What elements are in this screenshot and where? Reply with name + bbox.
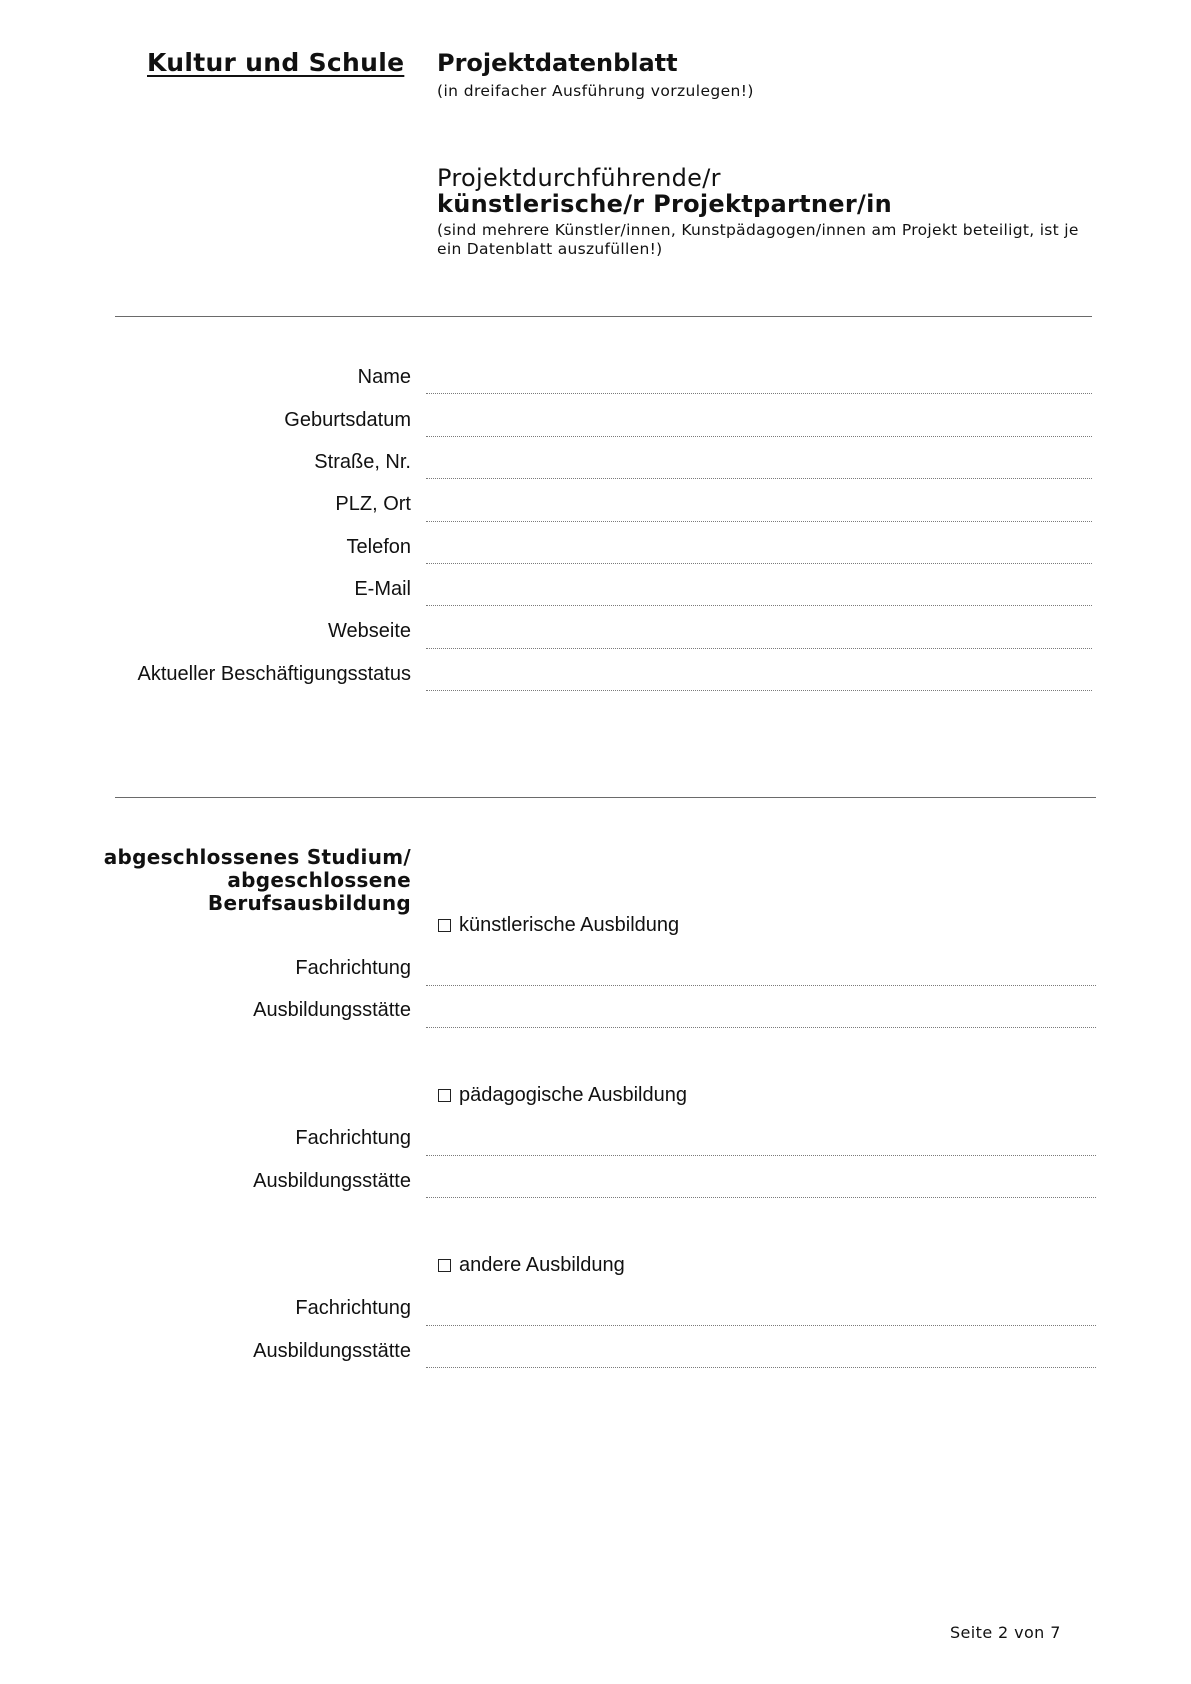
divider-middle	[115, 797, 1096, 798]
field-label-city: PLZ, Ort	[335, 493, 411, 515]
checkbox-label: künstlerische Ausbildung	[459, 914, 680, 936]
field-label-institution: Ausbildungsstätte	[253, 1170, 411, 1192]
checkbox-other-training[interactable]	[438, 1254, 625, 1277]
field-input-website[interactable]	[426, 648, 1092, 649]
field-input-city[interactable]	[426, 521, 1092, 522]
section-subtitle: künstlerische/r Projektpartner/in	[437, 190, 893, 218]
checkbox-icon[interactable]	[438, 1259, 451, 1272]
field-input-employment-status[interactable]	[426, 690, 1092, 691]
field-label-email: E-Mail	[354, 578, 411, 600]
field-input-birthdate[interactable]	[426, 436, 1092, 437]
section-note: (sind mehrere Künstler/innen, Kunstpädagogen/innen am Projekt beteiligt, ist je ein Datenblatt auszufüllen!)	[437, 221, 1079, 258]
field-input-specialization[interactable]	[426, 1325, 1096, 1326]
checkbox-artistic-training[interactable]	[438, 914, 679, 937]
field-label-specialization: Fachrichtung	[295, 957, 411, 979]
field-label-specialization: Fachrichtung	[295, 1127, 411, 1149]
divider-top	[115, 316, 1092, 317]
checkbox-label: pädagogische Ausbildung	[459, 1084, 687, 1106]
brand-title: Kultur und Schule	[147, 48, 405, 77]
field-label-institution: Ausbildungsstätte	[253, 1340, 411, 1362]
document-note: (in dreifacher Ausführung vorzulegen!)	[437, 82, 754, 100]
field-input-street[interactable]	[426, 478, 1092, 479]
field-label-website: Webseite	[327, 620, 411, 642]
field-input-phone[interactable]	[426, 563, 1092, 564]
field-input-institution[interactable]	[426, 1027, 1096, 1028]
checkbox-icon[interactable]	[438, 919, 451, 932]
field-label-street: Straße, Nr.	[314, 451, 411, 473]
education-heading-line-3: Berufsausbildung	[207, 891, 411, 915]
education-heading-line-1: abgeschlossenes Studium/	[103, 845, 411, 869]
field-label-institution: Ausbildungsstätte	[253, 999, 411, 1021]
checkbox-icon[interactable]	[438, 1089, 451, 1102]
field-input-institution[interactable]	[426, 1197, 1096, 1198]
checkbox-label: andere Ausbildung	[459, 1254, 625, 1276]
field-label-specialization: Fachrichtung	[295, 1297, 411, 1319]
field-label-phone: Telefon	[346, 536, 411, 558]
field-label-birthdate: Geburtsdatum	[284, 409, 411, 431]
section-title: Projektdurchführende/r	[437, 164, 721, 192]
field-input-specialization[interactable]	[426, 985, 1096, 986]
education-heading	[104, 846, 411, 915]
field-label-name: Name	[357, 366, 411, 388]
field-label-employment-status: Aktueller Beschäftigungsstatus	[137, 663, 411, 685]
checkbox-pedagogical-training[interactable]	[438, 1084, 687, 1107]
field-input-email[interactable]	[426, 605, 1092, 606]
field-input-institution[interactable]	[426, 1367, 1096, 1368]
page-number: Seite 2 von 7	[950, 1623, 1061, 1642]
field-input-name[interactable]	[426, 393, 1092, 394]
education-heading-line-2: abgeschlossene	[227, 868, 411, 892]
document-title: Projektdatenblatt	[437, 49, 678, 77]
field-input-specialization[interactable]	[426, 1155, 1096, 1156]
